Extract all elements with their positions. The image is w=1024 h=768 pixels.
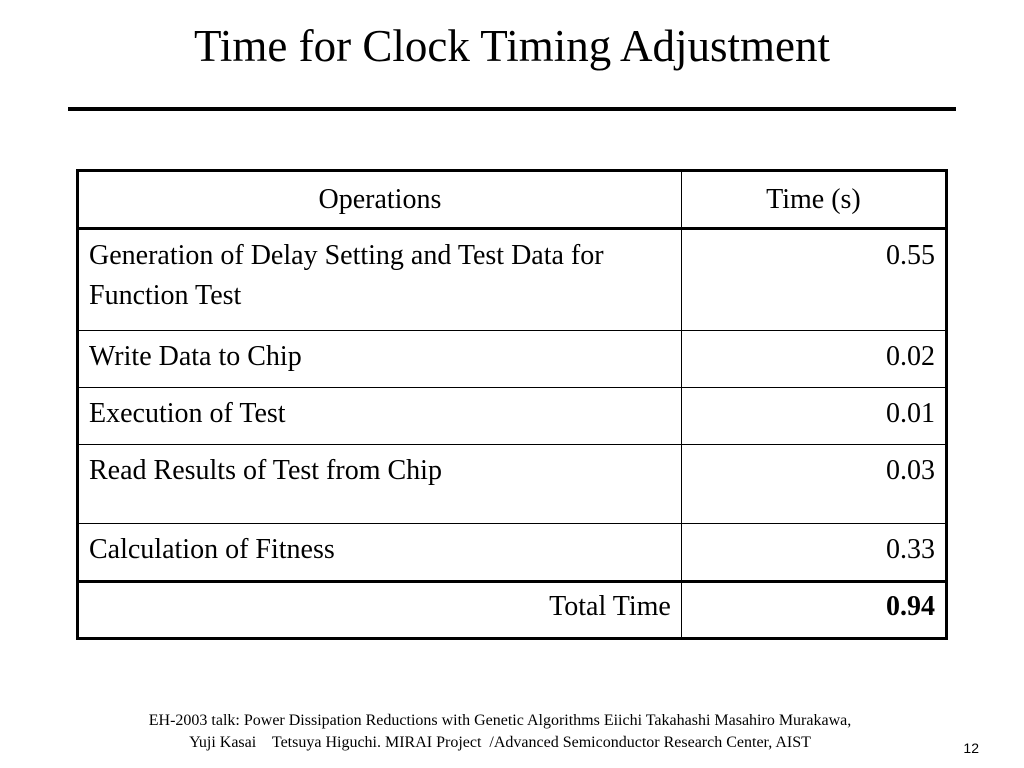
- table-row: [78, 388, 947, 445]
- page-number: 12: [963, 740, 979, 756]
- title-underline: [68, 107, 956, 111]
- operations-time-table: [76, 169, 948, 640]
- time-cell: 0.03: [681, 445, 946, 524]
- table-row: [78, 524, 947, 582]
- total-row: [78, 582, 947, 639]
- total-time: 0.94: [681, 582, 946, 639]
- header-time: Time (s): [681, 171, 946, 229]
- time-cell: 0.55: [681, 229, 946, 331]
- total-label: Total Time: [78, 582, 682, 639]
- table-row: [78, 445, 947, 524]
- footer-line-1: EH-2003 talk: Power Dissipation Reductions with Genetic Algorithms Eiichi Takahashi Masahiro Murakawa,: [148, 712, 852, 729]
- table-row: [78, 229, 947, 331]
- table-row: [78, 331, 947, 388]
- slide-footer: [40, 710, 960, 754]
- time-cell: 0.02: [681, 331, 946, 388]
- operation-cell: Write Data to Chip: [78, 331, 682, 388]
- time-cell: 0.01: [681, 388, 946, 445]
- table-header-row: [78, 171, 947, 229]
- footer-line-2: Yuji Kasai Tetsuya Higuchi. MIRAI Project /Advanced Semiconductor Research Center, AIST: [189, 734, 811, 751]
- operation-cell: Read Results of Test from Chip: [78, 445, 682, 524]
- operation-cell: Execution of Test: [78, 388, 682, 445]
- operation-cell: Calculation of Fitness: [78, 524, 682, 582]
- header-operations: Operations: [78, 171, 682, 229]
- slide-title: Time for Clock Timing Adjustment: [194, 21, 830, 71]
- operation-cell: Generation of Delay Setting and Test Data for Function Test: [78, 229, 682, 331]
- time-cell: 0.33: [681, 524, 946, 582]
